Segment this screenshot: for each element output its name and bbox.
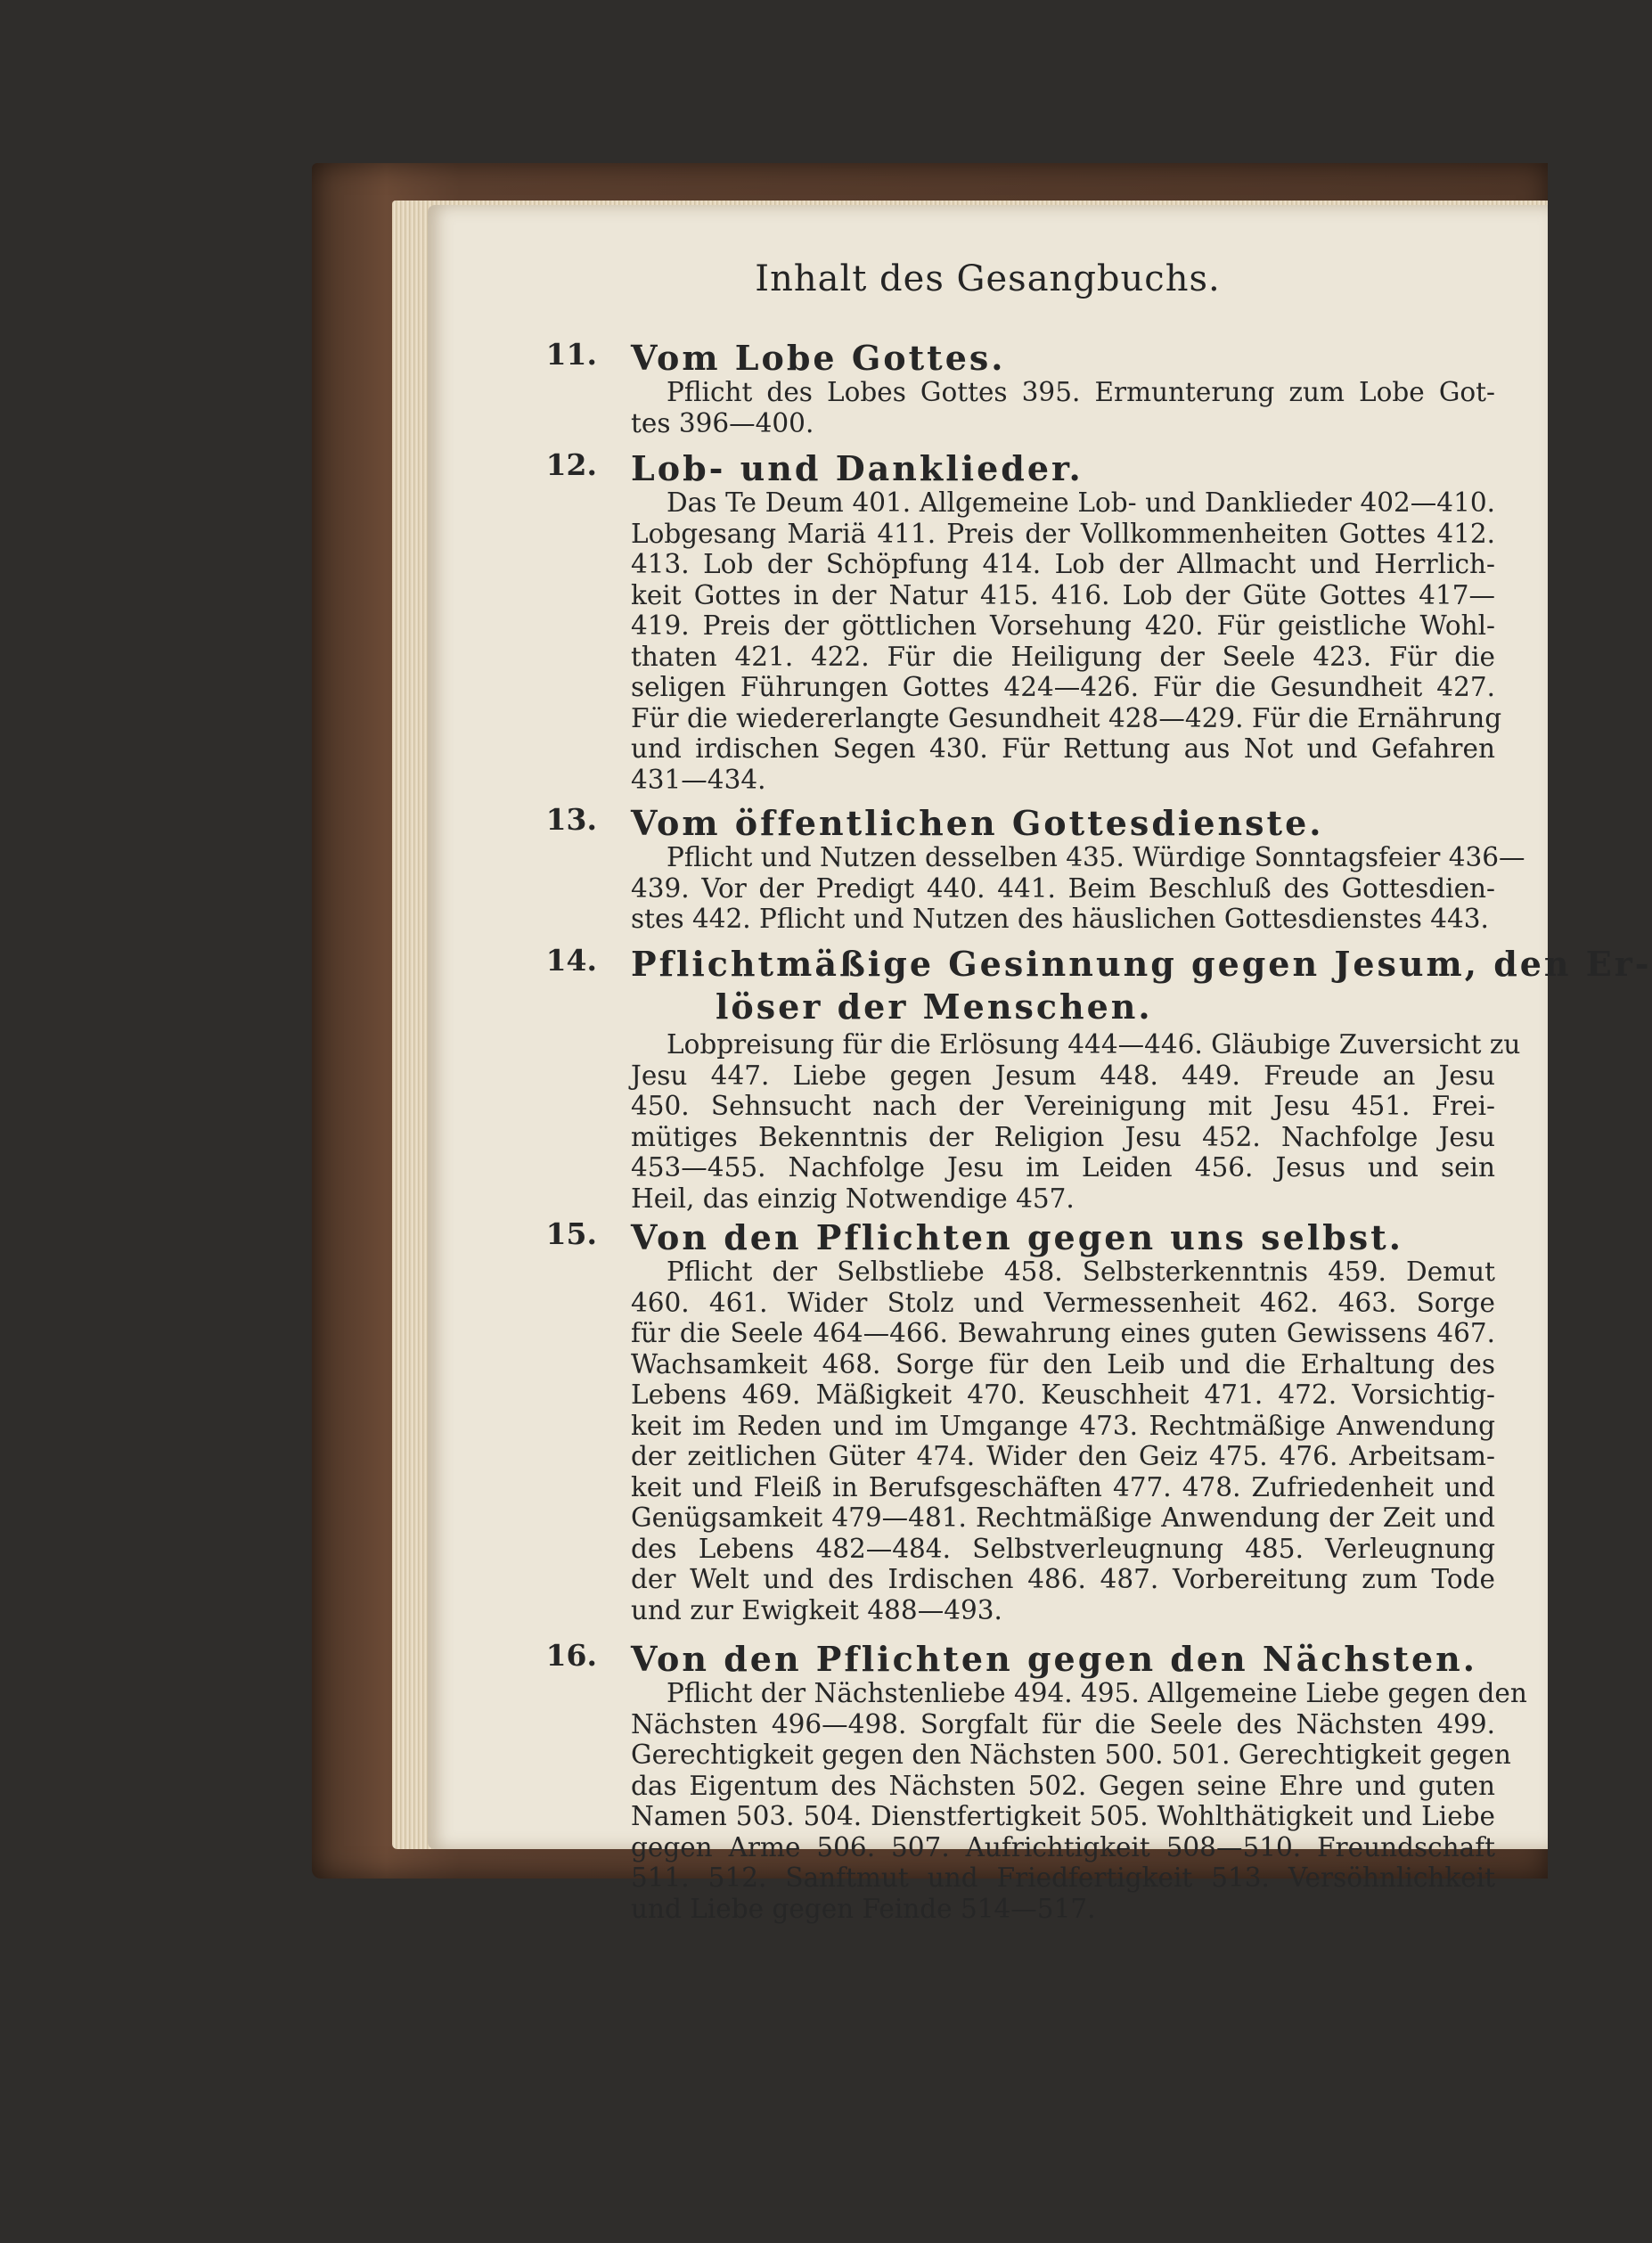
body-line: 450. Sehnsucht nach der Vereinigung mit Jesu 451. Frei- [631,1091,1495,1121]
body-line: 413. Lob der Schöpfung 414. Lob der Allmacht und Herrlich- [631,549,1495,579]
body-line: Lobpreisung für die Erlösung 444—446. Gläubige Zuversicht zu [667,1029,1521,1060]
section-body [631,1029,1521,1214]
section-body [631,842,1525,935]
body-line: Für die wiedererlangte Gesundheit 428—429. Für die Ernährung [631,702,1502,733]
section-title-line: Vom Lobe Gottes. [631,338,1006,378]
section-body [631,377,1495,438]
body-line: und zur Ewigkeit 488—493. [631,1594,1002,1625]
section-number: 14. [545,943,597,978]
body-line: Jesu 447. Liebe gegen Jesum 448. 449. Freude an Jesu [631,1060,1495,1091]
section-number: 13. [545,802,597,837]
section-title-line: löser der Menschen. [716,986,1153,1027]
section-title [631,447,1495,490]
body-line: Genügsamkeit 479—481. Rechtmäßige Anwendung der Zeit und [631,1502,1495,1533]
section-title-line: Pflichtmäßige Gesinnung gegen Jesum, den Er- [631,944,1652,984]
body-line: 431—434. [631,764,766,795]
body-line: Namen 503. 504. Dienstfertigkeit 505. Wohlthätigkeit und Liebe [631,1801,1495,1831]
section-title-line: Lob- und Danklieder. [631,448,1084,488]
section-body [631,1257,1495,1625]
section-number: 16. [545,1638,597,1673]
body-line: Pflicht des Lobes Gottes 395. Ermunterung zum Lobe Got- [667,377,1495,407]
body-line: mütiges Bekenntnis der Religion Jesu 452. Nachfolge Jesu [631,1121,1495,1152]
section-title [631,943,1652,1028]
body-line: Das Te Deum 401. Allgemeine Lob- und Danklieder 402—410. [667,487,1495,518]
body-line: Pflicht der Selbstliebe 458. Selbsterkenntnis 459. Demut [667,1257,1495,1287]
body-line: Wachsamkeit 468. Sorge für den Leib und die Erhaltung des [631,1348,1495,1379]
body-line: Gerechtigkeit gegen den Nächsten 500. 501. Gerechtigkeit gegen [631,1740,1511,1770]
section-number: 11. [545,337,597,372]
body-line: der zeitlichen Güter 474. Wider den Geiz 475. 476. Arbeitsam- [631,1441,1495,1471]
section-title-line: Von den Pflichten gegen den Nächsten. [631,1639,1478,1679]
body-line: 460. 461. Wider Stolz und Vermessenheit 462. 463. Sorge [631,1287,1495,1318]
body-line: 453—455. Nachfolge Jesu im Leiden 456. Jesus und sein [631,1152,1495,1183]
body-line: seligen Führungen Gottes 424—426. Für die Gesundheit 427. [631,672,1495,702]
body-line: Nächsten 496—498. Sorgfalt für die Seele des Nächsten 499. [631,1708,1495,1740]
body-line: keit und Fleiß in Berufsgeschäften 477. 478. Zufriedenheit und [631,1471,1495,1502]
body-line: 439. Vor der Predigt 440. 441. Beim Beschluß des Gottesdien- [631,872,1495,904]
body-line: der Welt und des Irdischen 486. 487. Vorbereitung zum Tode [631,1564,1495,1594]
page-header: Inhalt des Gesangbuchs. [755,258,1221,299]
section-number: 15. [545,1216,597,1251]
section-title [631,337,1495,380]
body-line: des Lebens 482—484. Selbstverleugnung 485. Verleugnung [631,1533,1495,1564]
body-line: Pflicht und Nutzen desselben 435. Würdige Sonntagsfeier 436— [667,842,1525,872]
body-line: Pflicht der Nächstenliebe 494. 495. Allgemeine Liebe gegen den [667,1678,1527,1708]
section-title [631,802,1495,845]
body-line: für die Seele 464—466. Bewahrung eines guten Gewissens 467. [631,1318,1495,1348]
body-line: keit Gottes in der Natur 415. 416. Lob der Güte Gottes 417— [631,579,1495,610]
body-line: 511. 512. Sanftmut und Friedfertigkeit 513. Versöhnlichkeit [631,1862,1495,1893]
section-title-line: Von den Pflichten gegen uns selbst. [631,1217,1403,1257]
section-body [631,1678,1527,1924]
body-line: das Eigentum des Nächsten 502. Gegen seine Ehre und guten [631,1770,1495,1801]
body-line: stes 442. Pflicht und Nutzen des häuslichen Gottesdienstes 443. [631,904,1489,934]
body-line: Lobgesang Mariä 411. Preis der Vollkommenheiten Gottes 412. [631,518,1495,549]
body-line: gegen Arme 506. 507. Aufrichtigkeit 508—510. Freundschaft [631,1831,1495,1862]
body-line: keit im Reden und im Umgange 473. Rechtmäßige Anwendung [631,1410,1495,1441]
body-line: tes 396—400. [631,407,814,438]
section-body [631,487,1502,795]
body-line: und irdischen Segen 430. Für Rettung aus Not und Gefahren [631,733,1495,764]
body-line: thaten 421. 422. Für die Heiligung der Seele 423. Für die [631,641,1495,672]
body-line: Lebens 469. Mäßigkeit 470. Keuschheit 471. 472. Vorsichtig- [631,1379,1495,1410]
section-number: 12. [545,447,597,482]
section-title-line: Vom öffentlichen Gottesdienste. [631,803,1324,843]
body-line: und Liebe gegen Feinde 514—517. [631,1893,1096,1924]
body-line: 419. Preis der göttlichen Vorsehung 420. Für geistliche Wohl- [631,610,1495,641]
body-line: Heil, das einzig Notwendige 457. [631,1183,1075,1214]
section-title [631,1638,1495,1681]
section-title [631,1216,1495,1259]
